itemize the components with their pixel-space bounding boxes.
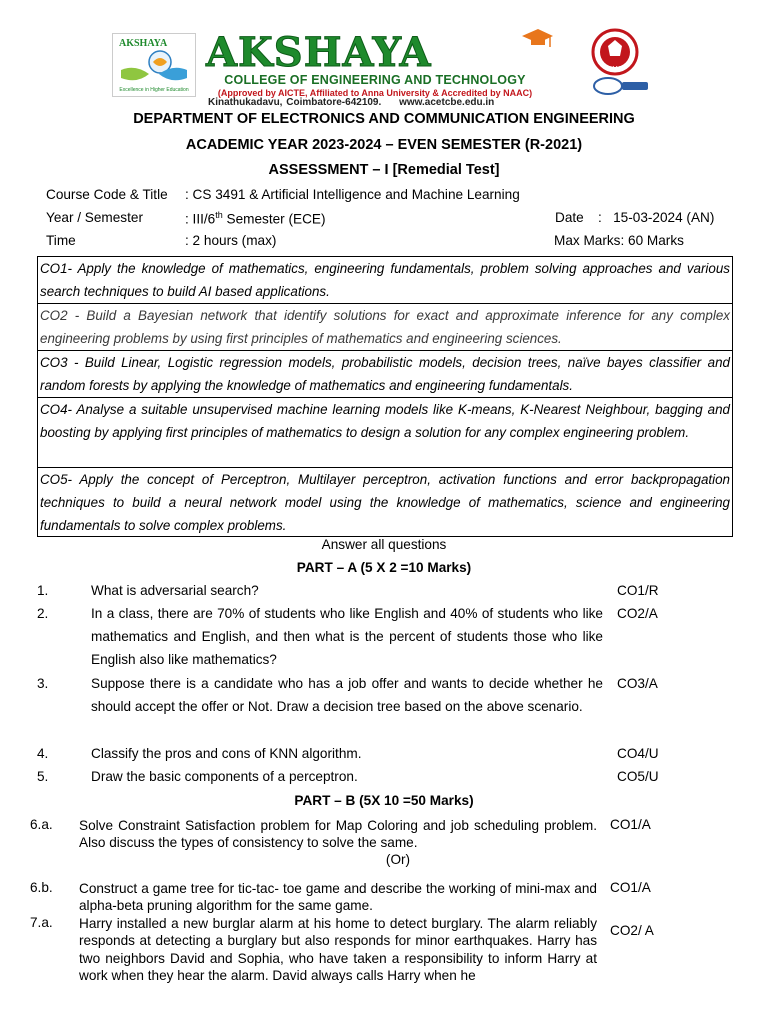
course-outcomes-table <box>37 256 733 537</box>
approval-text: (Approved by AICTE, Affiliated to Anna University & Accredited by NAAC) <box>217 88 533 98</box>
question-number: 6.b. <box>30 880 53 895</box>
max-marks: Max Marks: 60 Marks <box>554 233 684 248</box>
part-a-title: PART – A (5 X 2 =10 Marks) <box>296 560 472 575</box>
question-text: Harry installed a new burglar alarm at his home to detect burglary. The alarm reliably responds at detecting a burglary but also responds for minor earthquakes. Harry has two neighbors David and Sophia, who have taken a responsibility to inform Harry at work when they hear the alarm. David always calls Harry when he <box>79 916 597 984</box>
date-value: : 15-03-2024 (AN) <box>598 210 715 225</box>
question-text: In a class, there are 70% of students who like English and 40% of students who like mathematics and English, and then what is the percent of students those who like English also like mathematics? <box>91 606 603 667</box>
hands-globe-icon <box>113 34 195 96</box>
left-logo-tagline: Excellence in Higher Education <box>119 87 189 93</box>
right-logo <box>578 28 652 98</box>
course-label: Course Code & Title <box>46 187 168 202</box>
question-co: CO2/A <box>617 606 658 621</box>
website: www.acetcbe.edu.in <box>399 97 495 108</box>
left-logo-text: AKSHAYA <box>119 38 168 49</box>
naac-emblem-icon <box>578 28 652 98</box>
college-brand <box>202 30 562 106</box>
question-number: 2. <box>37 606 49 621</box>
address-line <box>208 97 554 108</box>
question-co: CO1/R <box>617 583 659 598</box>
part-b-title: PART – B (5X 10 =50 Marks) <box>294 793 474 808</box>
co-row-2: CO2 - Build a Bayesian network that identify solutions for exact and approximate inference for any complex engineering problems by using first principles of mathematics and engineering sciences. <box>38 304 732 351</box>
question-text: Suppose there is a candidate who has a job offer and wants to decide whether he should accept the offer or Not. Draw a decision tree based on the above scenario. <box>91 676 603 714</box>
question-text: Solve Constraint Satisfaction problem for Map Coloring and job scheduling problem. Also discuss the types of consistency to solve the same. <box>79 818 597 851</box>
assessment-title: ASSESSMENT – I [Remedial Test] <box>268 162 500 178</box>
co-row-3: CO3 - Build Linear, Logistic regression models, probabilistic models, decision trees, naïve bayes classifier and random forests by applying the knowledge of mathematics and engineering fundamentals. <box>38 351 732 398</box>
address: Kinathukadavu, Coimbatore-642109. <box>208 97 382 108</box>
graduation-cap-icon <box>520 26 554 52</box>
time-value: : 2 hours (max) <box>185 233 277 248</box>
date-label: Date <box>555 210 584 225</box>
question-text: Classify the pros and cons of KNN algorithm. <box>91 746 362 761</box>
question-number: 3. <box>37 676 49 691</box>
question-co: CO3/A <box>617 676 658 691</box>
question-number: 7.a. <box>30 915 53 930</box>
question-co: CO5/U <box>617 769 659 784</box>
co-row-1: CO1- Apply the knowledge of mathematics, engineering fundamentals, problem solving approaches and various search techniques to build AI based applications. <box>38 257 732 304</box>
co-row-5: CO5- Apply the concept of Perceptron, Multilayer perceptron, activation functions and error backpropagation techniques to build a neural network model using the knowledge of mathematics, science and engineering fundamentals to solve complex problems. <box>40 472 730 533</box>
year-value: : III/6th Semester (ECE) <box>185 210 326 227</box>
question-co: CO1/A <box>610 880 651 895</box>
question-number: 1. <box>37 583 49 598</box>
or-separator: (Or) <box>385 852 411 867</box>
question-co: CO4/U <box>617 746 659 761</box>
college-name: COLLEGE OF ENGINEERING AND TECHNOLOGY <box>224 73 526 87</box>
co-row-4: CO4- Analyse a suitable unsupervised machine learning models like K-means, K-Nearest Neighbour, bagging and boosting by applying first principles of mathematics to design a solution for any complex engineering problem. <box>38 398 732 468</box>
time-label: Time <box>46 233 76 248</box>
question-text: What is adversarial search? <box>91 583 259 598</box>
question-text: Construct a game tree for tic-tac- toe game and describe the working of mini-max and alpha-beta pruning algorithm for the same game. <box>79 881 597 914</box>
year-label: Year / Semester <box>46 210 143 225</box>
academic-year: ACADEMIC YEAR 2023-2024 – EVEN SEMESTER (R-2021) <box>185 137 583 153</box>
question-co: CO2/ A <box>610 923 654 938</box>
department-title: DEPARTMENT OF ELECTRONICS AND COMMUNICATION ENGINEERING <box>133 111 635 127</box>
question-co: CO1/A <box>610 817 651 832</box>
brand-name: AKSHAYA <box>206 29 432 76</box>
question-number: 6.a. <box>30 817 53 832</box>
instructions: Answer all questions <box>321 537 447 552</box>
question-text: Draw the basic components of a perceptron. <box>91 769 358 784</box>
right-logo-label: NAAC <box>608 66 622 72</box>
question-number: 5. <box>37 769 49 784</box>
left-logo <box>112 33 196 97</box>
question-number: 4. <box>37 746 49 761</box>
course-value: : CS 3491 & Artificial Intelligence and Machine Learning <box>185 187 520 202</box>
